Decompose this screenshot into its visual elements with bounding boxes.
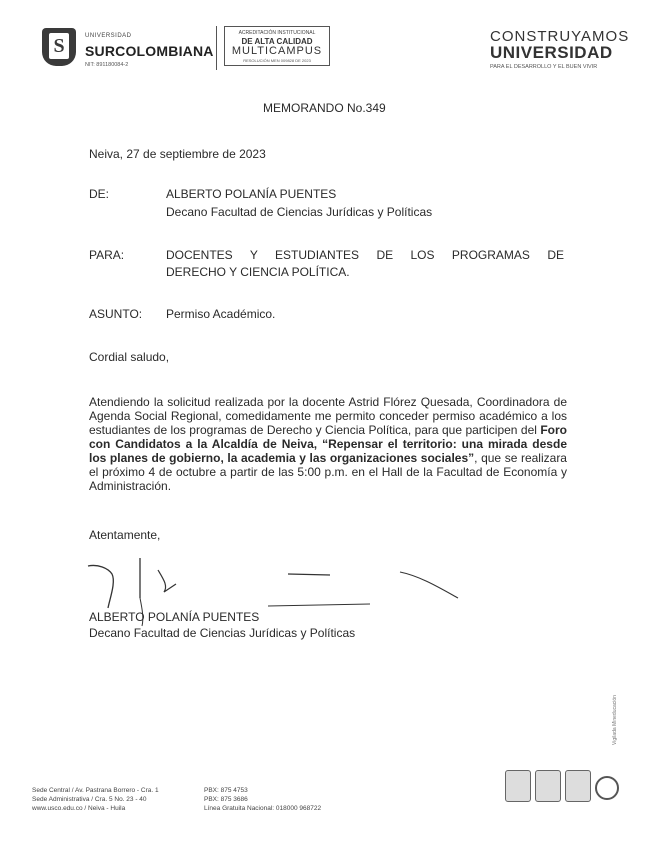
asunto-label: ASUNTO: <box>89 307 143 321</box>
accreditation-mid: DE ALTA CALIDAD <box>241 37 313 46</box>
body-text-part-2: , que se realizara el próximo 4 de octubre a partir de las 5:00 p.m. en el Hall de la Facultad de Economía y Administración. <box>89 451 567 493</box>
vertical-note: Vigilada Mineducación <box>612 695 618 745</box>
para-label: PARA: <box>89 248 125 262</box>
slogan-line-3: PARA EL DESARROLLO Y EL BUEN VIVIR <box>490 64 598 70</box>
signer-name: ALBERTO POLANÍA PUENTES <box>89 610 260 624</box>
certification-seal-icon <box>505 770 531 802</box>
footer-website: www.usco.edu.co / Neiva - Huila <box>32 805 126 812</box>
university-small-label: UNIVERSIDAD <box>85 33 132 39</box>
para-line-2: DERECHO Y CIENCIA POLÍTICA. <box>166 265 350 279</box>
de-role: Decano Facultad de Ciencias Jurídicas y Políticas <box>166 205 433 219</box>
body-bold-event: Foro con Candidatos a la Alcaldía de Neiva, “Repensar el territorio: una mirada desde los planes de gobierno, la academia y las organizaciones sociales” <box>89 423 567 465</box>
footer-phone-2: PBX: 875 3686 <box>204 796 248 803</box>
footer-address-column <box>32 786 159 813</box>
memo-title: MEMORANDO No.349 <box>263 101 386 115</box>
memo-body-paragraph <box>89 395 567 493</box>
slogan-line-2: UNIVERSIDAD <box>490 43 613 62</box>
shield-letter: S <box>49 33 69 59</box>
certification-seal-icon <box>535 770 561 802</box>
accreditation-top: ACREDITACIÓN INSTITUCIONAL <box>238 30 316 36</box>
accreditation-badge <box>224 26 330 66</box>
footer-toll-free: Línea Gratuita Nacional: 018000 968722 <box>204 805 322 812</box>
university-shield-logo <box>42 28 76 66</box>
footer-phone-column <box>204 786 321 813</box>
footer-address-2: Sede Administrativa / Cra. 5 No. 23 - 40 <box>32 796 147 803</box>
memo-date: Neiva, 27 de septiembre de 2023 <box>89 147 266 161</box>
certification-seal-icon <box>565 770 591 802</box>
para-line-1: DOCENTES Y ESTUDIANTES DE LOS PROGRAMAS DE <box>166 248 564 262</box>
signer-role: Decano Facultad de Ciencias Jurídicas y Políticas <box>89 626 356 640</box>
accreditation-multicampus: MULTICAMPUS <box>231 45 323 57</box>
body-text-part-1: Atendiendo la solicitud realizada por la docente Astrid Flórez Quesada, Coordinadora de Agenda Social Regional, comedidamente me permito conceder permiso académico a los estudiantes de los programas de Derecho y Ciencia Política, para que participen del <box>89 395 567 437</box>
greeting: Cordial saludo, <box>89 350 170 364</box>
accreditation-bottom: RESOLUCIÓN MEN 009828 DE 2023 <box>243 58 311 63</box>
university-name: SURCOLOMBIANA <box>85 43 214 59</box>
header-divider <box>216 26 217 70</box>
de-name: ALBERTO POLANÍA PUENTES <box>166 187 337 201</box>
slogan-line-1: CONSTRUYAMOS <box>490 28 630 45</box>
de-label: DE: <box>89 187 110 201</box>
asunto-value: Permiso Académico. <box>166 307 276 321</box>
closing: Atentamente, <box>89 528 161 542</box>
university-nit: NIT: 891180084-2 <box>85 62 129 68</box>
footer-phone-1: PBX: 875 4753 <box>204 787 248 794</box>
footer-address-1: Sede Central / Av. Pastrana Borrero - Cra. 1 <box>32 787 159 794</box>
certification-circle-icon <box>595 776 619 800</box>
